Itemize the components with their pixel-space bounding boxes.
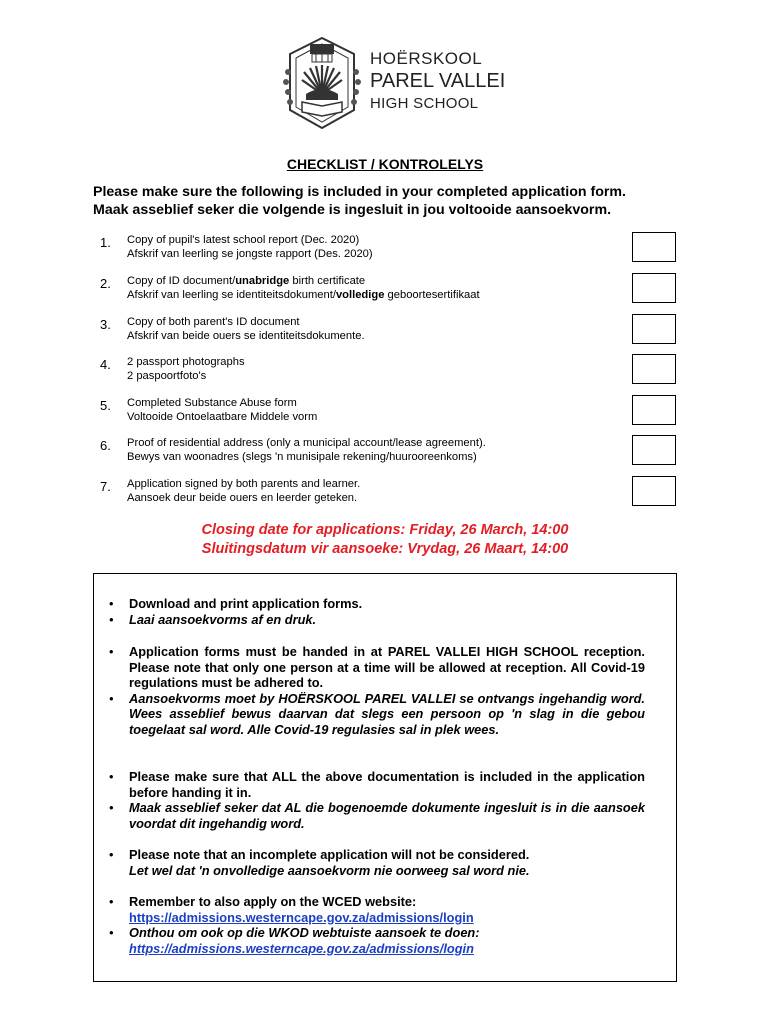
item-text-af: Afskrif van beide ouers se identiteitsdokumente. bbox=[127, 330, 365, 342]
intro-en: Please make sure the following is included in your completed application form. bbox=[93, 184, 626, 200]
school-crest-icon bbox=[280, 32, 364, 132]
notice-group-wced bbox=[109, 894, 645, 956]
item-number: 6. bbox=[100, 438, 111, 453]
list-item bbox=[109, 596, 645, 612]
item-text bbox=[127, 274, 480, 302]
item-text bbox=[127, 233, 373, 261]
bullet: • bbox=[109, 596, 114, 611]
intro-af: Maak asseblief seker die volgende is ingesluit in jou voltooide aansoekvorm. bbox=[93, 202, 612, 218]
bullet: • bbox=[109, 894, 114, 909]
bullet: • bbox=[109, 800, 114, 815]
text-part: geboortesertifikaat bbox=[384, 289, 480, 301]
text-bold: volledige bbox=[335, 289, 385, 301]
list-item bbox=[109, 612, 645, 628]
wkod-link[interactable]: https://admissions.westerncape.gov.za/admissions/login bbox=[129, 940, 474, 956]
list-item bbox=[109, 894, 645, 910]
item-text-en: 2 passport photographs bbox=[127, 356, 245, 368]
intro-text bbox=[93, 183, 626, 219]
checklist-item-2 bbox=[100, 273, 680, 311]
notice-text: Laai aansoekvorms af en druk. bbox=[129, 611, 317, 627]
checkbox[interactable] bbox=[632, 273, 676, 303]
item-text bbox=[127, 477, 360, 505]
item-text-af: Aansoek deur beide ouers en leerder geteken. bbox=[127, 492, 358, 504]
item-text-af: Bewys van woonadres (slegs 'n munisipale rekening/huurooreenkoms) bbox=[127, 451, 477, 463]
checklist-item-3 bbox=[100, 314, 680, 352]
item-text-af: 2 paspoortfoto's bbox=[127, 370, 207, 382]
closing-date bbox=[0, 521, 770, 559]
notice-text: Onthou om ook op die WKOD webtuiste aansoek te doen: bbox=[129, 925, 480, 940]
notice-group-reception bbox=[109, 644, 645, 737]
notice-text: Aansoekvorms moet by HOËRSKOOL PAREL VALLEI se ontvangs ingehandig word. Wees asseblief bewus daarvan dat slegs een persoon op 'n slag in die gebou toegelaat sal word. Alle Covid-19 regulasies sal in plek wees. bbox=[129, 690, 645, 737]
list-item bbox=[109, 644, 645, 691]
text-part: Copy of ID document/ bbox=[127, 275, 236, 287]
checklist-item-4 bbox=[100, 354, 680, 392]
item-number: 7. bbox=[100, 479, 111, 494]
bullet: • bbox=[109, 611, 114, 627]
notice-text: Please note that an incomplete application will not be considered. bbox=[129, 847, 530, 862]
bullet: • bbox=[109, 690, 114, 706]
bullet: • bbox=[109, 847, 114, 862]
item-text bbox=[127, 396, 317, 424]
notice-text: Remember to also apply on the WCED website: bbox=[129, 894, 417, 909]
item-number: 2. bbox=[100, 276, 111, 291]
item-number: 3. bbox=[100, 317, 111, 332]
school-name-line1: HOËRSKOOL bbox=[370, 49, 483, 68]
closing-date-af: Sluitingsdatum vir aansoeke: Vrydag, 26 Maart, 14:00 bbox=[201, 541, 569, 557]
notice-text: Maak asseblief seker dat AL die bogenoemde dokumente ingesluit is in die aansoek voordat dit ingehandig word. bbox=[129, 800, 645, 831]
item-text bbox=[127, 315, 365, 343]
item-text-en: Completed Substance Abuse form bbox=[127, 397, 297, 409]
school-header bbox=[280, 32, 520, 132]
item-number: 4. bbox=[100, 357, 111, 372]
list-item bbox=[109, 847, 645, 863]
wced-link[interactable]: https://admissions.westerncape.gov.za/admissions/login bbox=[129, 909, 474, 925]
item-text-en: Application signed by both parents and learner. bbox=[127, 478, 361, 490]
bullet: • bbox=[109, 769, 114, 784]
link-wrapper bbox=[109, 910, 645, 926]
item-text-en: Copy of both parent's ID document bbox=[127, 316, 300, 328]
checklist-item-5 bbox=[100, 395, 680, 433]
checkbox[interactable] bbox=[632, 435, 676, 465]
checkbox[interactable] bbox=[632, 476, 676, 506]
page-title: CHECKLIST / KONTROLELYS bbox=[286, 156, 484, 172]
text-part: Afskrif van leerling se identiteitsdokument/ bbox=[127, 289, 336, 301]
checklist-item-7 bbox=[100, 476, 680, 514]
list-item bbox=[109, 800, 645, 831]
item-text-en: Copy of pupil's latest school report (Dec. 2020) bbox=[127, 234, 360, 246]
checkbox[interactable] bbox=[632, 232, 676, 262]
checkbox[interactable] bbox=[632, 354, 676, 384]
item-text-af bbox=[127, 288, 480, 302]
item-text-en bbox=[127, 274, 480, 288]
notice-text: Application forms must be handed in at PAREL VALLEI HIGH SCHOOL reception. Please note that only one person at a time will be allowed at reception. All Covid-19 regulations must be adhered to. bbox=[129, 644, 645, 690]
closing-date-en: Closing date for applications: Friday, 26 March, 14:00 bbox=[201, 522, 569, 538]
school-name bbox=[370, 50, 505, 111]
list-item bbox=[109, 691, 645, 738]
list-item bbox=[109, 769, 645, 800]
notice-group-documents bbox=[109, 769, 645, 831]
text-bold: unabridge bbox=[235, 275, 290, 287]
item-text-en: Proof of residential address (only a municipal account/lease agreement). bbox=[127, 437, 486, 449]
item-number: 1. bbox=[100, 235, 111, 250]
notice-text: Let wel dat 'n onvolledige aansoekvorm nie oorweeg sal word nie. bbox=[129, 862, 530, 878]
text-part: birth certificate bbox=[289, 275, 366, 287]
list-item bbox=[109, 925, 645, 941]
notice-group-incomplete bbox=[109, 847, 645, 878]
checkbox[interactable] bbox=[632, 314, 676, 344]
checklist-item-6 bbox=[100, 435, 680, 473]
item-text bbox=[127, 355, 245, 383]
link-wrapper bbox=[109, 941, 645, 957]
notice-text: Please make sure that ALL the above documentation is included in the application before handing it in. bbox=[129, 769, 645, 800]
bullet: • bbox=[109, 644, 114, 659]
notice-text: Download and print application forms. bbox=[129, 596, 363, 611]
item-text-af: Voltooide Ontoelaatbare Middele vorm bbox=[127, 411, 318, 423]
checkbox[interactable] bbox=[632, 395, 676, 425]
item-text-af: Afskrif van leerling se jongste rapport (Des. 2020) bbox=[127, 248, 373, 260]
notice-group-download bbox=[109, 596, 645, 627]
checklist-item-1 bbox=[100, 232, 680, 270]
school-name-line3: HIGH SCHOOL bbox=[370, 95, 479, 112]
notice-box bbox=[93, 573, 677, 982]
item-number: 5. bbox=[100, 398, 111, 413]
item-text bbox=[127, 436, 486, 464]
school-name-line2: PAREL VALLEI bbox=[370, 70, 506, 92]
bullet: • bbox=[109, 925, 114, 940]
